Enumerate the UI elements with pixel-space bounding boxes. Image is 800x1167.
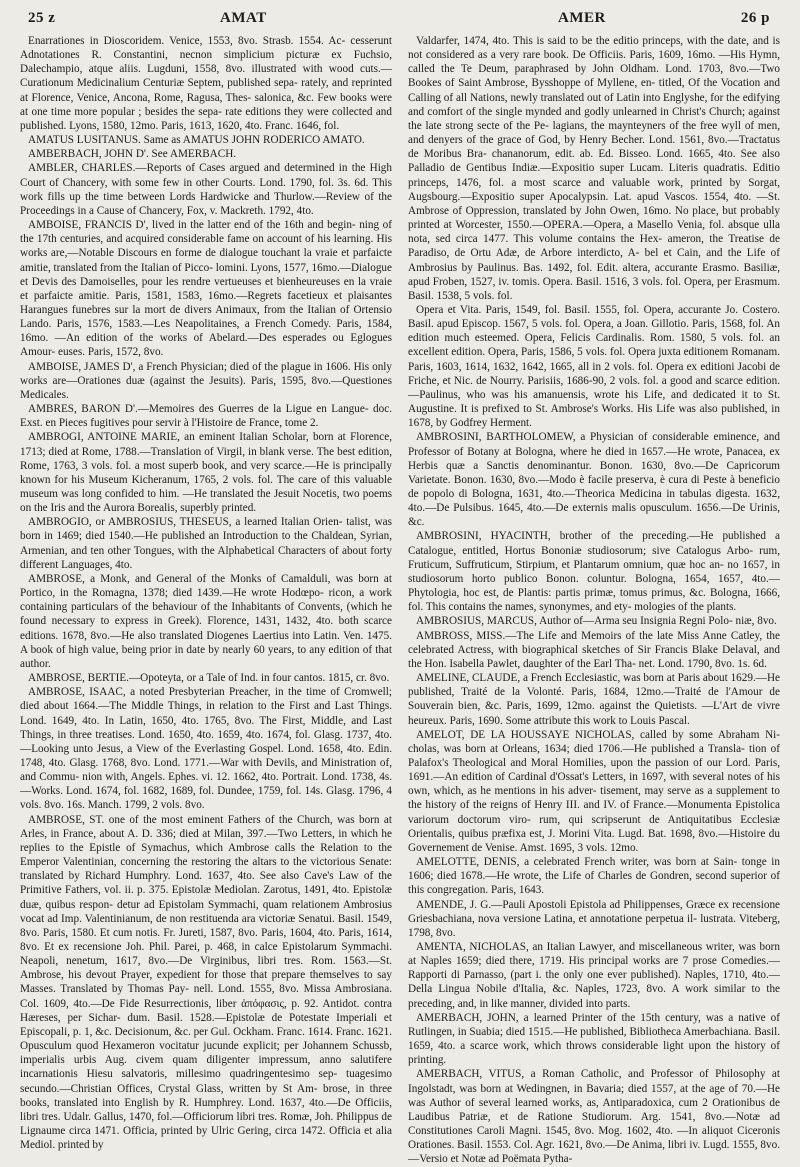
entry-paragraph: AMBROSE, a Monk, and General of the Monks of Camalduli, was born at Portico, in the Romagna, 1378; died 1439.—He wrote Hodœpo- ricon, a work containing particulars of the behaviour of the Inhabitants of Convents, (which he found necessary to express in Greek). Florence, 1431, 1432, 4to. both scarce editions. 1678, 8vo.—He also translated Diogenes Laertius into Latin. Ven. 1475. A book of high value, being prior in date by nearly 60 years, to any edition of that author. (20, 572, 392, 670)
entry-paragraph: AMBROSE, ST. one of the most eminent Fathers of the Church, was born at Arles, in France, about A. D. 336; died at Milan, 397.—Two Letters, in which he replies to the Epistle of Symachus, which Ambrose calls the Relation to the Emperor Valentinian, concerning the restoring the altars to the victorious Senate: translated by Richard Humphry. Lond. 1637, 4to. See also Cave's Law of the Primitive Fathers, vol. ii. p. 375. Epistolæ Mediolan. Zarotus, 1491, 4to. Epistolæ duæ, quibus respon- detur ad Epistolam Symmachi, quam relationem Ambrosius vocat ad Imp. Valentinianum, de non restituenda ara victoriæ Senatui. Basil. 1549, 8vo. Paris, 1580. Et cum notis. Fr. Jureti, 1587, 8vo. Paris, 1604, 4to. Paris, 1614, 8vo. Et ex recensione Joh. Phil. Parei, p. 468, in calce Epistolarum Symmachi. Neapoli, nenetum, 1617, 8vo.—De Virginibus, libri tres. Rom. 1563.—St. Ambrose, his devout Prayer, expedient for those that prepare themselves to say Masses. Translated by Thomas Pay- nell. Lond. 1555, 8vo. Missa Ambrosiana. Col. 1609, 4to.—De Fide Resurrectionis, liber ἀπόφασις, p. 92. Antidot. contra Hæreses, per Sichar- dum. Basil. 1528.—Epistolæ de Potestate Imperiali et Episcopali, p. 1, &c. Decisionum, &c. per Gul. Ockham. Franc. 1614. Franc. 1621. Opusculum quod Hexameron vocitatur jucunde explicit; per Johannem Schussb, imperialis urbis Aug. civem quam diligenter impressum, anno salutifere incarnationis Hiesu salvatoris, millesimo quadringentesimo sep- tuagesimo secundo.—Christian Offices, Crystal Glass, written by St Am- brose, in three books, translated into English by R. Humphrey. Lond. 1637, 4to.—De Officiis, libri tres. Udalr. Gallus, 1470, fol.—Officiorum libri tres. Romæ, Joh. Philippus de Lignaume circa 1471. Officia, printed by Ulric Gering, circa 1472. Officia et alia Mediol. printed by (20, 813, 392, 1152)
entry-paragraph: AMENTA, NICHOLAS, an Italian Lawyer, and miscellaneous writer, was born at Naples 1659; died there, 1719. His principal works are 7 prose Comedies.—Rapporti di Parnasso, (part i. the only one ever published). Naples, 1710, 4to.—Della Lingua Nobile d'Italia, &c. Naples, 1723, 8vo. A work similar to the preceding, and, in like manner, divided into parts. (408, 941, 780, 1010)
text-columns (20, 34, 780, 1167)
entry-paragraph: Valdarfer, 1474, 4to. This is said to be the editio princeps, with the date, and is not considered as a very rare book. De Officiis. Paris, 1609, 16mo. —His Hymn, called the Te Deum, paraphrased by John Oldham. Lond. 1703, 8vo.—Two Bookes of Saint Ambrose, Bysshoppe of Myllene, en- titled, Of the Vocation and Calling of all Nations, newly translated out of Latin into Englyshe, for the edifying and comfort of the single mynded and godly unlearned in Christ's Church; against the late strong secte of the Pe- lagians, the maynteyners of the free wyll of men, and denyers of the grace of God, by Henry Becher. Lond. 1561, 8vo.—Tractatus de Moribus Bra- chananorum, edit. ab. Ed. Bisseo. Lond. 1665, 4to. See also Palladio de Gentibus Indiæ.—Expositio super Lucam. Literis quadratis. Editio princeps, 1476, fol. a most scarce and valuable work, printed by Sorgat, Augsbourg.—Expositio super Apocalypsin. Lat. apud Vascos. 1554, 4to. —St. Ambrose of Oppression, translated by John Owen, 16mo. No place, but probably printed at Worcester, 1550.—OPERA.—Opera, a Masello Venia, fol. absque ulla nota, sed circa 1477. This volume contains the Hex- ameron, the Treatise de Paradiso, de Ortu Adæ, de Arbore interdicto, A- bel et Cain, and the Life of Ambrosius by Paulinus. Bas. 1492, fol. Edit. altera, accurante Erasmo. Basiliæ, apud Froben, 1527, iv. tomis. Opera. Basil. 1516, 3 vols. fol. Opera, per Erasmum. Basil. 1538, 5 vols. fol. (408, 35, 780, 302)
entry-paragraph: AMELINE, CLAUDE, a French Ecclesiastic, was born at Paris about 1629.—He published, Traité de la Volonté. Paris, 1684, 12mo.—Traité de l'Amour de Souverain bien, &c. Paris, 1699, 12mo. against the Quietists. —L'Art de vivre heureux. Paris, 1690. Some attribute this work to Louis Pascal. (408, 672, 780, 727)
entry-paragraph: AMBROGIO, or AMBROSIUS, THESEUS, a learned Italian Orien- talist, was born in 1469; died 1540.—He published an Introduction to the Chaldean, Syrian, Armenian, and ten other Tongues, with the Alphabetical Characters of about forty different Languages, 4to. (20, 516, 392, 571)
entry-paragraph: AMBROGI, ANTOINE MARIE, an eminent Italian Scholar, born at Florence, 1713; died at Rome, 1788.—Translation of Virgil, in blank verse. The best edition, Rome, 1763, 3 vols. fol. a most superb book, and very scarce.—He is principally known for his Museum Kicheranum, 1765, 2 vols. fol. The care of this valuable museum was long confided to him. —He translated the Jesuit Nocetis, two poems on the Iris and the Aurora Borealis, superbly printed. (20, 431, 392, 515)
entry-paragraph: AMBROSIUS, MARCUS, Author of—Arma seu Insignia Regni Polo- niæ, 8vo. (416, 615, 777, 628)
entry-paragraph: AMBROSE, BERTIE.—Opoteyta, or a Tale of Ind. in four cantos. 1815, cr. 8vo. (28, 672, 390, 685)
entry-paragraph: AMBOISE, JAMES D', a French Physician; died of the plague in 1606. His only works are—Orationes duæ (against the Jesuits). Paris, 1595, 8vo.—Questiones Medicales. (20, 360, 392, 401)
entry-paragraph: AMBLER, CHARLES.—Reports of Cases argued and determined in the High Court of Chancery, with some few in other Courts. Lond. 1790, fol. 3s. 6d. This work fills up the time between Lords Hardwicke and Thurlow.—Review of the Proceedings in a Cause of Chancery, Fox, v. Mackreth. 1792, 4to. (20, 162, 392, 217)
entry-paragraph: Opera et Vita. Paris, 1549, fol. Basil. 1555, fol. Opera, accurante Jo. Costero. Basil. apud Episcop. 1567, 5 vols. fol. Opera, a Joan. Gillotio. Paris, 1568, fol. An edition much esteemed. Opera, Felicis Cardinalis. Rom. 1580, 5 vols. fol. an excellent edition. Opera, Paris, 1586, 5 vols. fol. Opera juxta editionem Romanam. Paris, 1603, 1614, 1632, 1642, 1665, all in 2 vols. fol. Opera ex editioni Jacobi de Friche, et Nic. de Nourry. Parisiis, 1686-90, 2 vols. fol. a good and scarce edition.—Paulinus, who was his amanuensis, wrote his Life, and dedicated it to St. Augustine. It is prefixed to St. Ambrose's Works. His Life was also published, in 1678, by Godfrey Herment. (408, 303, 780, 430)
entry-paragraph: AMBROSS, MISS.—The Life and Memoirs of the late Miss Anne Catley, the celebrated Actress, with biographical sketches of Sir Francis Blake Delaval, and the Hon. Isabella Pawlet, daughter of the Earl Tha- net. Lond. 1790, 8vo. 1s. 6d. (408, 629, 780, 670)
running-header (20, 10, 780, 30)
header-word-right: AMER (558, 10, 606, 26)
entry-paragraph: Enarrationes in Dioscoridem. Venice, 1553, 8vo. Strasb. 1554. Ac- cesserunt Adnotationes R. Constantini, necnon simplicium picturæ ex Fuchsio, Dalechampio, atque aliis. Lugduni, 1558, 8vo. illustrated with wood cuts.—Curationum Medicinalium Centuriæ Septem, published sepa- rately, and reprinted at Florence, Venice, Ancona, Rome, Ragusa, Thes- salonica, &c. Few books were at one time more popular ; besides the sepa- rate editions they were collected and published. Lyons, 1580, 12mo. Paris, 1613, 1620, 4to. Franc. 1646, fol. (20, 35, 392, 132)
entry-paragraph: AMELOTTE, DENIS, a celebrated French writer, was born at Sain- tonge in 1606; died 1678.—He wrote, the Life of Charles de Gondren, second superior of this congregation. Paris, 1643. (408, 856, 780, 897)
page-number-left: 25 z (28, 10, 56, 26)
left-column (20, 34, 392, 1167)
entry-paragraph: AMENDE, J. G.—Pauli Apostoli Epistola ad Philippenses, Græce ex recensione Griesbachiana, nova versione Latina, et annotatione perpetua il- lustrata. Viteberg, 1798, 8vo. (408, 898, 780, 939)
entry-paragraph: AMBROSINI, BARTHOLOMEW, a Physician of considerable eminence, and Professor of Botany at Bologna, where he died in 1657.—He wrote, Panacea, ex Herbis quæ a Sanctis denominantur. Bonon. 1630, 8vo.—De Capricorum Varietate. Bonon. 1630, 8vo.—Modo è facile preserva, è cura di Peste à beneficio de popolo di Bologna, 1631, 4to.—Theorica Medicina in tabulas digesta. 1632, 4to.—De Pulsibus. 1645, 4to.—De externis malis opusculum. 1656.—De Urinis, &c. (408, 431, 780, 529)
entry-paragraph: AMBERBACH, JOHN D'. See AMERBACH. (28, 148, 237, 161)
entry-paragraph: AMELOT, DE LA HOUSSAYE NICHOLAS, called by some Abraham Ni- cholas, was born at Orleans, 1634; died 1706.—He published a Transla- tion of Palafox's Theological and Moral Homilies, upon the passion of our Lord. Paris, 1691.—An edition of Cardinal d'Ossat's Letters, in 1697, with several notes of his own, which, as he mentions in his adver- tisement, may serve as a supplement to the history of the reigns of Henry III. and IV. of France.—Monumenta Epistolica variorum doctorum viro- rum, qui scripserunt de Antiquitatibus Ecclesiæ Orientalis, quibus præfixa est, J. Morini Vita. Lugd. Bat. 1698, 8vo.—Histoire du Governement de Venise. Amst. 1695, 3 vols. 12mo. (408, 728, 780, 854)
entry-paragraph: AMBOISE, FRANCIS D', lived in the latter end of the 16th and begin- ning of the 17th centuries, and acquired considerable fame on account of his learning. His works are,—Notable Discours en forme de dialogue touchant la vraie et parfaicte amitie, translated from the Italian of Picco- lomini. Lyons, 1577, 16mo.—Dialogue et Devis des Damoiselles, pour les rendre vertueuses et bienheureuses en la vraie et parfaicte amitie. Paris, 1581, 1583, 16mo.—Regrets facetieux et plaisantes Harangues funebres sur la mort de divers Animaux, from the Italian of Ortensio Lando. Paris, 1576, 1583.—Les Neapolitaines, a French Comedy. Paris, 1584, 16mo. —An edition of the works of Abelard.—Des esperades ou Eglogues Amour- euses. Paris, 1572, 8vo. (20, 219, 392, 359)
entry-paragraph: AMBROSINI, HYACINTH, brother of the preceding.—He published a Catalogue, entitled, Hortus Bononiæ studiosorum; sive Catalogus Arbo- rum, Fruticum, Suffruticum, Stirpium, et Plantarum omnium, quæ hoc an- no 1657, in studiosorum horto publico Bonon. coluntur. Bologna, 1654, 1657, 4to.—Phytologia, hoc est, de Plantis: partis primæ, tomus primus, &c. Bologna, 1666, fol. This contains the names, synonymes, and ety- mologies of the plants. (408, 530, 780, 614)
header-word-left: AMAT (220, 10, 267, 26)
entry-paragraph: AMATUS LUSITANUS. Same as AMATUS JOHN RODERICO AMATO. (28, 134, 365, 147)
page-number-right: 26 p (740, 10, 770, 26)
entry-paragraph: AMBROSE, ISAAC, a noted Presbyterian Preacher, in the time of Cromwell; died about 1664.—The Middle Things, in relation to the First and Last Things. Lond. 1649, 4to. In Latin, 1650, 4to. 1765, 8vo. The First, Middle, and Last Things, in three treatises. Lond. 1650, 4to. 1659, 4to. 1674, fol. Glasg. 1737, 4to.—Looking unto Jesus, a View of the Everlasting Gospel. Lond. 1658, 4to. Edin. 1748, 4to. Glasg. 1768, 8vo. Lond. 1771.—War with Devils, and Ministration of, and Commu- nion with, Angels. Ephes. vi. 12. 1662, 4to. Portrait. Lond. 1738, 4s. —Works. Lond. 1674, fol. 1682, 1689, fol. Dundee, 1759, fol. 14s. Glasg. 1796, 4 vols. 8vo. 16s. Manch. 1799, 2 vols. 8vo. (20, 686, 392, 812)
entry-paragraph: AMERBACH, JOHN, a learned Printer of the 15th century, was a native of Rutlingen, in Suabia; died 1515.—He published, Bibliotheca Amerbachiana. Basil. 1659, 4to. a scarce work, which throws considerable light upon the history of printing. (408, 1011, 780, 1067)
right-column (408, 34, 780, 1167)
entry-paragraph: AMERBACH, VITUS, a Roman Catholic, and Professor of Philosophy at Ingolstadt, was born at Wedingnen, in Bavaria; died 1557, at the age of 70.—He was Author of several learned works, as, Antiparadoxica, cum 2 Orationibus de Laudibus Patriæ, et de Ratione Studiorum. Arg. 1541, 8vo.—Notæ ad Constitutiones Caroli Magni. 1545, 8vo. Mog. 1602, 4to. —In aliquot Ciceronis Orationes. Basil. 1553. Col. Agr. 1621, 8vo.—De Anima, libri iv. Lugd. 1555, 8vo.—Versio et Notæ ad Poëmata Pytha- (408, 1068, 780, 1166)
entry-paragraph: AMBRES, BARON D'.—Memoires des Guerres de la Ligue en Langue- doc. Exst. en Pieces fugitives pour servir à l'Histoire de France, tome 2. (20, 403, 392, 430)
